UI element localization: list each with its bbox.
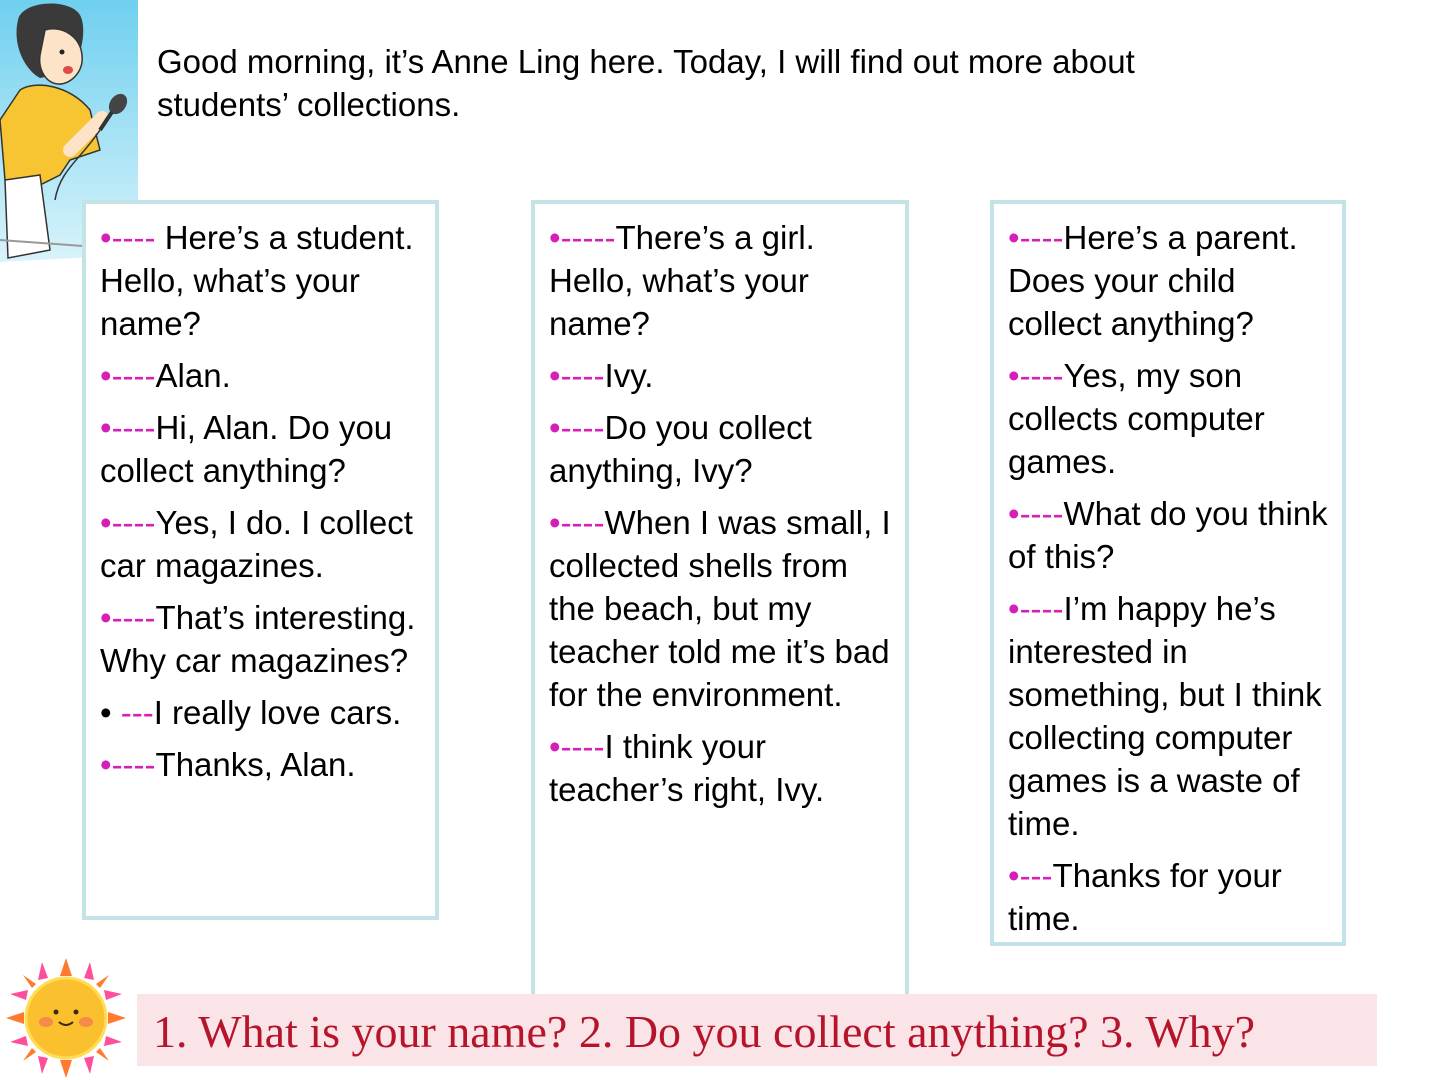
dash-marker: ---- (111, 504, 156, 541)
dialogue-line (1008, 216, 1330, 345)
dialogue-line (1008, 354, 1330, 483)
dash-marker: --- (1019, 857, 1053, 894)
dialogue-line (549, 406, 893, 492)
dash-marker: ---- (1019, 495, 1064, 532)
dash-marker: ---- (1019, 219, 1064, 256)
dialogue-text: Here’s a student. Hello, what’s your name? (100, 219, 414, 342)
question-text: 1. What is your name? 2. Do you collect anything? 3. Why? (153, 1006, 1256, 1057)
dialogue-text: Do you collect anything, Ivy? (549, 409, 812, 489)
dialogue-text: That’s interesting. Why car magazines? (100, 599, 416, 679)
dialogue-box-girl (531, 200, 909, 1000)
bullet: • (100, 357, 112, 394)
bullet: • (100, 694, 121, 731)
dialogue-text: I think your teacher’s right, Ivy. (549, 728, 825, 808)
bullet: • (1008, 357, 1020, 394)
dialogue-line (1008, 854, 1330, 940)
dialogue-text: What do you think of this? (1008, 495, 1328, 575)
dash-marker: ---- (560, 728, 605, 765)
dialogue-line (100, 501, 423, 587)
bullet: • (549, 219, 561, 256)
bullet: • (100, 746, 112, 783)
dialogue-text: Thanks for your time. (1008, 857, 1282, 937)
bullet: • (549, 728, 561, 765)
dialogue-text: When I was small, I collected shells from the beach, but my teacher told me it’s bad for the environment. (549, 504, 891, 713)
dialogue-text: I’m happy he’s interested in something, but I think collecting computer games is a waste of time. (1008, 590, 1322, 842)
bullet: • (549, 504, 561, 541)
dash-marker: ---- (560, 357, 605, 394)
dash-marker: --- (120, 694, 154, 731)
bullet: • (1008, 590, 1020, 627)
dialogue-line (549, 725, 893, 811)
intro-line-1: Good morning, it’s Anne Ling here. Today, I will find out more about (157, 43, 1135, 80)
bullet: • (100, 409, 112, 446)
dash-marker: ---- (1019, 357, 1064, 394)
bullet: • (1008, 219, 1020, 256)
dash-marker: ---- (111, 219, 156, 256)
dialogue-line (1008, 492, 1330, 578)
dialogue-line (100, 406, 423, 492)
bullet: • (549, 409, 561, 446)
dialogue-text: Yes, my son collects computer games. (1008, 357, 1265, 480)
dialogue-text: Yes, I do. I collect car magazines. (100, 504, 413, 584)
dialogue-line (549, 354, 893, 397)
intro-line-2: students’ collections. (157, 86, 461, 123)
dialogue-text: Alan. (155, 357, 231, 394)
dash-marker: ---- (111, 409, 156, 446)
dash-marker: ---- (1019, 590, 1064, 627)
dialogue-box-parent (990, 200, 1346, 946)
dash-marker: ---- (111, 746, 156, 783)
dialogue-line (100, 354, 423, 397)
dash-marker: ---- (111, 357, 156, 394)
dialogue-text: Hi, Alan. Do you collect anything? (100, 409, 393, 489)
question-banner (137, 994, 1377, 1066)
dialogue-line (100, 691, 423, 734)
dialogue-text: Thanks, Alan. (155, 746, 356, 783)
bullet: • (100, 599, 112, 636)
smiling-sun-icon (6, 958, 126, 1078)
bullet: • (100, 504, 112, 541)
dialogue-line (549, 501, 893, 716)
bullet: • (100, 219, 112, 256)
dash-marker: ---- (111, 599, 156, 636)
intro-text (157, 40, 1337, 126)
bullet: • (1008, 857, 1020, 894)
dash-marker: ---- (560, 504, 605, 541)
dialogue-line (1008, 587, 1330, 845)
dialogue-text: Ivy. (604, 357, 654, 394)
dialogue-text: There’s a girl. Hello, what’s your name? (549, 219, 815, 342)
dialogue-text: Here’s a parent. Does your child collect anything? (1008, 219, 1298, 342)
dash-marker: ---- (560, 409, 605, 446)
dash-marker: ----- (560, 219, 616, 256)
dialogue-line (549, 216, 893, 345)
dialogue-line (100, 596, 423, 682)
dialogue-text: I really love cars. (153, 694, 402, 731)
dialogue-line (100, 743, 423, 786)
bullet: • (1008, 495, 1020, 532)
dialogue-line (100, 216, 423, 345)
bullet: • (549, 357, 561, 394)
dialogue-box-student (82, 200, 439, 920)
